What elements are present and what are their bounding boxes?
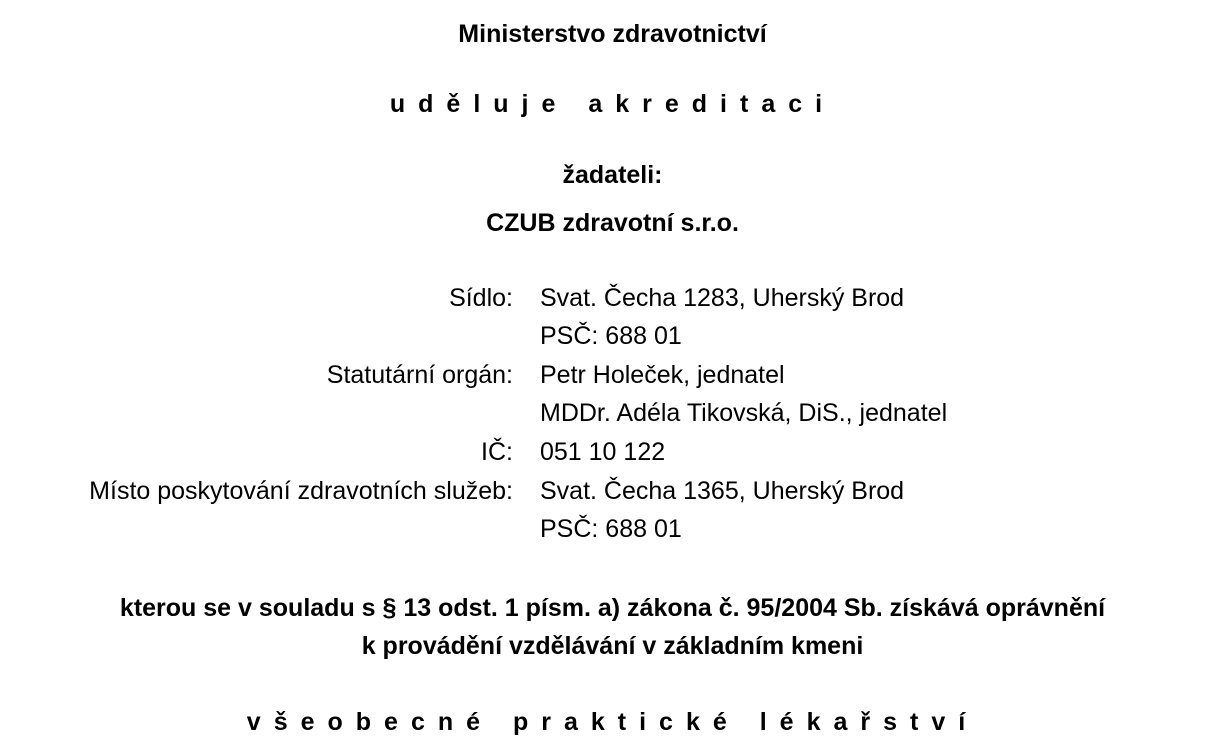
- detail-row-statutory-body: [0, 360, 1225, 398]
- detail-row-service-postcode: [0, 514, 1225, 552]
- detail-row-seat-postcode: [0, 321, 1225, 359]
- specialization-field: všeobecné praktické lékařství: [246, 708, 979, 736]
- statement-line-1: kterou se v souladu s § 13 odst. 1 písm. a) zákona č. 95/2004 Sb. získává oprávnění: [119, 594, 1106, 622]
- detail-value: Svat. Čecha 1365, Uherský Brod: [540, 477, 905, 505]
- detail-label: IČ:: [481, 438, 513, 466]
- detail-value: Svat. Čecha 1283, Uherský Brod: [540, 284, 905, 312]
- applicant-intro: žadateli:: [562, 161, 663, 189]
- detail-value: 051 10 122: [540, 438, 666, 466]
- detail-label: Sídlo:: [449, 284, 513, 312]
- detail-value: Petr Holeček, jednatel: [540, 361, 785, 389]
- detail-row-company-id: [0, 437, 1225, 475]
- ministry-title: Ministerstvo zdravotnictví: [458, 20, 767, 48]
- detail-row-service-location: [0, 476, 1225, 514]
- grants-accreditation-heading: uděluje akreditaci: [389, 90, 836, 118]
- detail-row-statutory-body-2: [0, 398, 1225, 436]
- detail-value: PSČ: 688 01: [540, 515, 682, 543]
- detail-value: MDDr. Adéla Tikovská, DiS., jednatel: [540, 399, 948, 427]
- detail-label: Statutární orgán:: [326, 361, 513, 389]
- detail-label: Místo poskytování zdravotních služeb:: [89, 477, 513, 505]
- applicant-name: CZUB zdravotní s.r.o.: [486, 209, 739, 237]
- detail-row-seat: [0, 283, 1225, 321]
- detail-value: PSČ: 688 01: [540, 322, 682, 350]
- statement-line-2: k provádění vzdělávání v základním kmeni: [361, 632, 864, 660]
